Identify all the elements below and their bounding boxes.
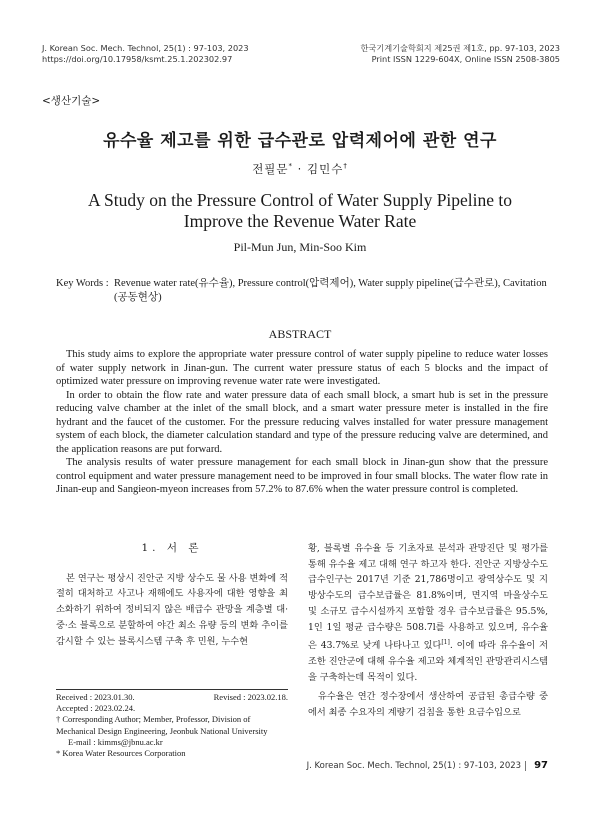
author-1-mark: * (288, 162, 294, 171)
abstract-title: ABSTRACT (268, 327, 332, 341)
citation-ref[interactable]: [1] (441, 639, 450, 647)
keywords-label: Key Words : (56, 278, 109, 289)
corresponding-author: † Corresponding Author; Member, Professor, Division of Mechanical Design Engineering, Jeonbuk National University (56, 714, 268, 736)
abstract-paragraph-1: This study aims to explore the appropriate water pressure control of water supply pipeline to reduce water losses of water supply network in Jinan-gun. The current water pressure status of each 5 blocks and the impact of optimized water pressure on improving revenue water rate were investigated. (56, 349, 548, 387)
footnotes (56, 692, 288, 759)
journal-citation: J. Korean Soc. Mech. Technol, 25(1) : 97-103, 2023 (42, 43, 249, 53)
affiliation-note: * Korea Water Resources Corporation (56, 748, 186, 759)
page-number: 97 (534, 760, 548, 771)
body-paragraph: 본 연구는 평상시 진안군 지방 상수도 물 사용 변화에 적절히 대처하고 사고나 재해에도 사용자에 대한 영향을 최소화하기 위하여 정비되지 않은 배급수 관망을 계층별 대·중·소 블록으로 분할하여 야간 최소 유량 등의 변화 추이를 감시할 수 있는 블록시스템 구축 후 민원, 누수현 (56, 572, 288, 647)
journal-citation-header (42, 43, 249, 65)
email[interactable]: E-mail : kimms@jbnu.ac.kr (68, 736, 163, 747)
journal-volume-info: 한국기계기술학회지 제25권 제1호, pp. 97-103, 2023 (360, 43, 560, 53)
keywords (56, 277, 556, 304)
author-2-mark: † (343, 162, 348, 171)
body-text: 황, 블록별 유수율 등 기초자료 분석과 관망진단 및 평가를 통해 유수율 제고 대해 연구 하고자 한다. 진안군 지방상수도 급수인구는 2017년 기준 21,786명이고 광역상수도 및 지방상수도의 급수보급률은 81.8%이며, 면지역 마을상수도 및 소규모 급수시설까지 포함할 경우 급수보급률은 95.5%, 1인 1일 평균 급수량은 508.7l를 사용하고 있으며, 유수율은 43.7%로 낮게 나타나고 있다 (308, 543, 548, 652)
received-date: Received : 2023.01.30. (56, 692, 135, 702)
author-2: 김민수 (306, 162, 344, 176)
body-paragraph: 유수율은 연간 정수장에서 생산하여 공급된 총급수량 중에서 최종 수요자의 계량기 검침을 통한 요금수입으로 (308, 691, 548, 719)
korean-authors (0, 161, 600, 177)
korean-title: 유수율 제고를 위한 급수관로 압력제어에 관한 연구 (103, 131, 497, 151)
body-text: . 이에 따라 유수율이 저조한 진안군에 대해 유수율 제고와 체계적인 관망관리시스템을 구축하는데 목적이 있다. (308, 640, 549, 683)
revised-date: Revised : 2023.02.18. (213, 692, 288, 702)
journal-info-header (361, 43, 561, 65)
abstract-paragraph-2: In order to obtain the flow rate and water pressure data of each small block, a smart hub is set in the pressure reducing valve chamber at the inlet of the small block, and a smart water pressure meter is installed in the fire hydrant and the faucet of the customer. For the pressure reducing valves installed for water pressure management system of each block, the diameter calculation standard and type of the pressure reducing valve are determined, and the application reasons are put forward. (56, 389, 548, 455)
author-1: 전필문 (252, 162, 289, 176)
abstract-body (56, 348, 548, 497)
doi-link[interactable]: https://doi.org/10.17958/ksmt.25.1.202302.97 (42, 54, 233, 64)
page-footer (307, 760, 548, 771)
body-paragraph (308, 541, 548, 685)
keywords-value: Revenue water rate(유수율), Pressure control(압력제어), Water supply pipeline(급수관로), Cavitation (공동현상) (114, 278, 547, 303)
footer-citation: J. Korean Soc. Mech. Technol, 25(1) : 97-103, 2023 (306, 761, 522, 771)
section-tag: <생산기술> (42, 95, 101, 107)
section-heading: 1. 서 론 (141, 542, 203, 554)
right-column (308, 541, 548, 721)
issn-info: Print ISSN 1229-604X, Online ISSN 2508-3805 (371, 54, 560, 64)
footnote-divider (56, 689, 288, 690)
accepted-date: Accepted : 2023.02.24. (56, 703, 136, 714)
footer-separator (525, 761, 526, 771)
english-authors: Pil-Mun Jun, Min-Soo Kim (233, 240, 367, 254)
left-column (56, 541, 288, 649)
author-separator: · (293, 162, 307, 176)
abstract-paragraph-3: The analysis results of water pressure management for each small block in Jinan-gun show that the pressure control equipment and water pressure management need to be improved in four small blocks. The water flow rate in Jinan-eup and Sangieon-myeon increases from 57.2% to 87.6% when the water pressure control is completed. (56, 457, 548, 495)
english-title: A Study on the Pressure Control of Water Supply Pipeline to Improve the Revenue Water Rate (87, 190, 513, 231)
